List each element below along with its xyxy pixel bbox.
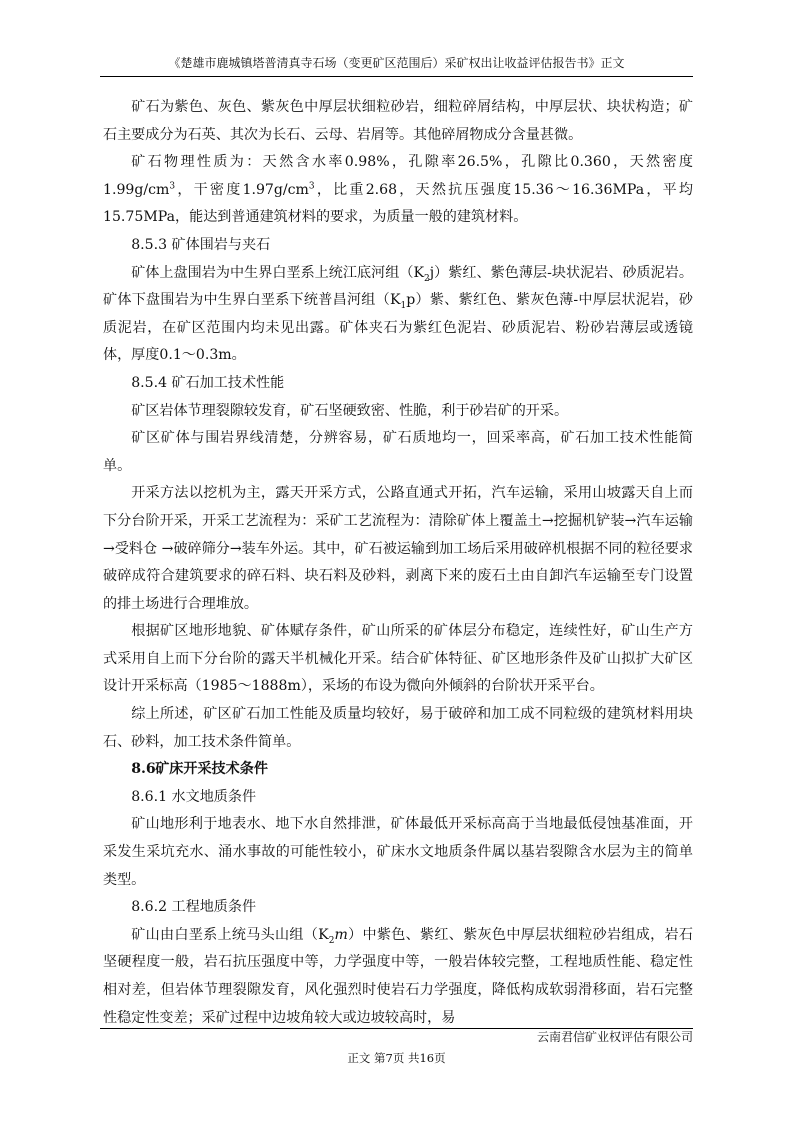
header-divider <box>100 76 693 77</box>
heading-8-6-number: 8.6 <box>131 761 156 778</box>
paragraph-terrain: 根据矿区地形地貌、矿体赋存条件，矿山所采的矿体层分布稳定，连续性好，矿山生产方式采用自上而下分台阶的露天半机械化开采。结合矿体特征、矿区地形条件及矿山拟扩大矿区设计开采标高（1985～1888m），采场的布设为微向外倾斜的台阶状开采平台。 <box>103 623 693 695</box>
paragraph-summary: 综上所述，矿区矿石加工性能及质量均较好，易于破碎和加工成不同粒级的建筑材料用块石、砂料，加工技术条件简单。 <box>103 706 693 750</box>
document-body <box>103 94 693 1032</box>
wall-rock-text-b: j）紫红、紫色薄层-块状泥岩、砂质泥岩。矿体下盘围岩为中生界白垩系下统普昌河组（K <box>103 264 693 309</box>
paragraph-physical-properties <box>103 149 693 232</box>
physical-properties-text-a: 矿石物理性质为：天然含水率0.98%，孔隙率26.5%，孔隙比0.360，天然密度1.99g/cm <box>103 154 693 198</box>
heading-8-6-2: 8.6.2 工程地质条件 <box>131 899 257 916</box>
heading-8-6-text: 矿床开采技术条件 <box>155 761 268 778</box>
superscript-3: 3 <box>169 181 176 192</box>
heading-8-6-1: 8.6.1 水文地质条件 <box>131 788 257 805</box>
page-number: 正文 第7页 共16页 <box>347 1051 446 1065</box>
heading-8-6 <box>103 756 693 784</box>
paragraph-joints: 矿区岩体节理裂隙较发育，矿石坚硬致密、性脆，利于砂岩矿的开采。 <box>131 402 569 419</box>
paragraph-ore-boundary: 矿区矿体与围岩界线清楚，分辨容易，矿石质地均一，回采率高，矿石加工技术性能简单。 <box>103 430 693 474</box>
physical-properties-text-c: ，比重2.68，天然抗压强度15.36～16.36MPa，平均15.75MPa，能达到普通建筑材料的要求，为质量一般的建筑材料。 <box>103 181 693 226</box>
subscript-2: 2 <box>328 935 335 946</box>
heading-8-5-3: 8.5.3 矿体围岩与夹石 <box>131 236 271 253</box>
subscript-1: 1 <box>400 300 407 311</box>
physical-properties-text-b: ，干密度1.97g/cm <box>175 181 309 198</box>
italic-m: m <box>334 926 348 943</box>
wall-rock-text-a: 矿体上盘围岩为中生界白垩系上统江底河组（K <box>131 264 425 281</box>
heading-8-5-4: 8.5.4 矿石加工技术性能 <box>131 374 285 391</box>
paragraph-wall-rock <box>103 260 693 370</box>
wall-rock-text-c: p）紫、紫红色、紫灰色薄-中厚层状泥岩，砂质泥岩，在矿区范围内均未见出露。矿体夹石为紫红色泥岩、砂质泥岩、粉砂岩薄层或透镜体，厚度0.1～0.3m。 <box>103 292 693 364</box>
superscript-3: 3 <box>308 181 315 192</box>
page-header: 《楚雄市鹿城镇塔普清真寺石场（变更矿区范围后）采矿权出让收益评估报告书》正文 <box>168 56 625 70</box>
footer-company: 云南君信矿业权评估有限公司 <box>536 1030 693 1044</box>
subscript-2: 2 <box>424 273 430 284</box>
paragraph-hydrogeology: 矿山地形利于地表水、地下水自然排泄，矿体最低开采标高高于当地最低侵蚀基准面，开采发生采坑充水、涌水事故的可能性较小，矿床水文地质条件属以基岩裂隙含水层为主的简单类型。 <box>103 816 693 888</box>
paragraph-ore-description: 矿石为紫色、灰色、紫灰色中厚层状细粒砂岩，细粒碎屑结构，中厚层状、块状构造；矿石主要成分为石英、其次为长石、云母、岩屑等。其他碎屑物成分含量甚微。 <box>103 99 693 143</box>
engineering-geology-text-a: 矿山由白垩系上统马头山组（K <box>131 926 329 943</box>
paragraph-mining-method: 开采方法以挖机为主，露天开采方式，公路直通式开拓，汽车运输，采用山坡露天自上而下分台阶开采，开采工艺流程为：采矿工艺流程为：清除矿体上覆盖土→挖掘机铲装→汽车运输→受料仓 →破碎筛分→装车外运。其中，矿石被运输到加工场后采用破碎机根据不同的粒径要求破碎成符合建筑要求的碎石料、块石料及砂料，剥离下来的废石土由自卸汽车运输至专门设置的排土场进行合理堆放。 <box>103 485 693 612</box>
paragraph-engineering-geology <box>103 922 693 1032</box>
engineering-geology-text-b: ）中紫色、紫红、紫灰色中厚层状细粒砂岩组成，岩石坚硬程度一般，岩石抗压强度中等，力学强度中等，一般岩体较完整，工程地质性能、稳定性相对差，但岩体节理裂隙发育，风化强烈时使岩石力学强度，降低构成软弱滑移面，岩石完整性稳定性变差；采矿过程中边坡角较大或边坡较高时，易 <box>103 926 694 1026</box>
